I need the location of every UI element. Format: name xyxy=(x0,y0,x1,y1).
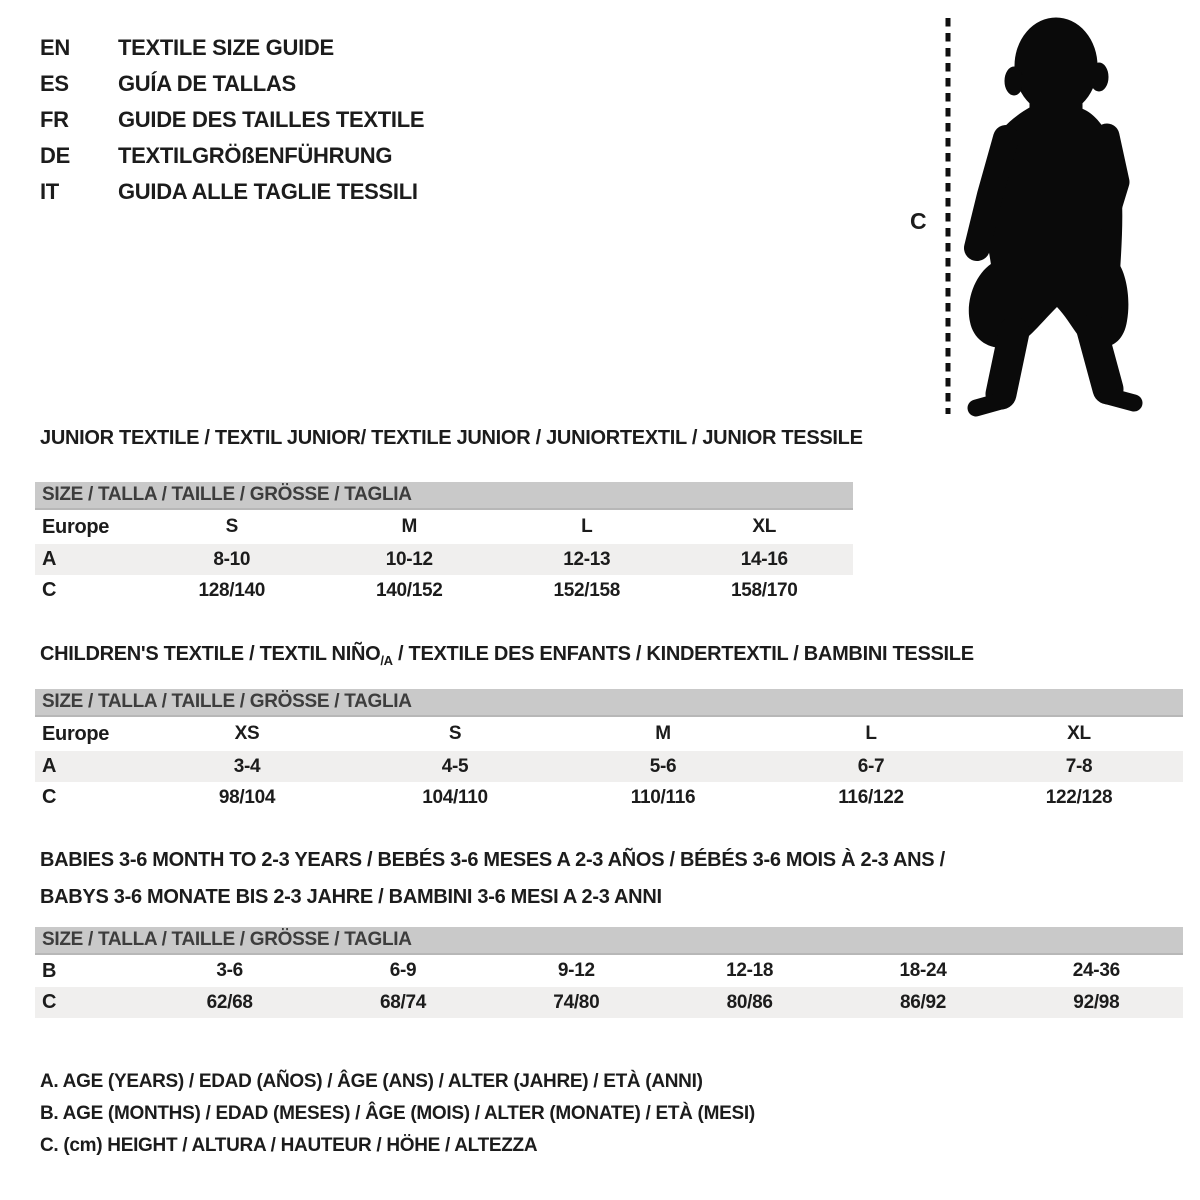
size-header-bar: SIZE / TALLA / TAILLE / GRÖSSE / TAGLIA xyxy=(35,927,1183,955)
size-cell: XL xyxy=(752,516,777,537)
height-figure xyxy=(880,10,1180,422)
size-header-bar: SIZE / TALLA / TAILLE / GRÖSSE / TAGLIA xyxy=(35,482,853,510)
guide-title-en: TEXTILE SIZE GUIDE xyxy=(118,35,334,60)
lang-row-fr xyxy=(40,102,424,138)
lang-row-de xyxy=(40,138,424,174)
size-cell: S xyxy=(448,723,462,744)
height-cell: 80/86 xyxy=(726,991,773,1013)
lang-row-es xyxy=(40,66,424,102)
size-cell: L xyxy=(865,723,877,744)
legend xyxy=(40,1066,755,1162)
height-cell: 68/74 xyxy=(379,991,427,1013)
months-cell: 12-18 xyxy=(726,960,774,981)
table-row-europe xyxy=(35,510,853,544)
babies-title-line2: BABYS 3-6 MONATE BIS 2-3 JAHRE / BAMBINI 3-6 MESI A 2-3 ANNI xyxy=(40,886,662,908)
guide-title-de: TEXTILGRÖßENFÜHRUNG xyxy=(118,143,393,168)
height-cell: 98/104 xyxy=(218,786,276,808)
months-cell: 24-36 xyxy=(1072,960,1120,981)
height-cell: 62/68 xyxy=(206,991,253,1013)
junior-size-table xyxy=(35,482,853,606)
children-title-main: CHILDREN'S TEXTILE / TEXTIL NIÑO xyxy=(40,643,381,665)
height-cell: 86/92 xyxy=(899,991,947,1013)
size-cell: XS xyxy=(234,723,260,744)
babies-title-line1: BABIES 3-6 MONTH TO 2-3 YEARS / BEBÉS 3-6 MESES A 2-3 AÑOS / BÉBÉS 3-6 MOIS À 2-3 ANS / xyxy=(40,849,945,871)
height-cell: 110/116 xyxy=(630,786,696,808)
row-label: B xyxy=(42,959,57,982)
lang-code: FR xyxy=(40,107,69,132)
months-cell: 9-12 xyxy=(557,960,595,981)
size-header-bar: SIZE / TALLA / TAILLE / GRÖSSE / TAGLIA xyxy=(35,689,1183,717)
height-cell: 104/110 xyxy=(422,786,488,808)
height-cell: 92/98 xyxy=(1073,991,1120,1013)
language-title-list xyxy=(40,30,424,210)
lang-row-it xyxy=(40,174,424,210)
months-cell: 18-24 xyxy=(899,960,947,981)
height-cell: 140/152 xyxy=(375,579,443,601)
lang-code: IT xyxy=(40,179,59,204)
age-cell: 14-16 xyxy=(740,548,788,570)
age-cell: 5-6 xyxy=(649,755,677,777)
lang-code: ES xyxy=(40,71,69,96)
size-cell: M xyxy=(401,516,418,537)
height-cell: 122/128 xyxy=(1045,786,1113,808)
row-label: C xyxy=(42,786,57,808)
guide-title-it: GUIDA ALLE TAGLIE TESSILI xyxy=(118,179,418,204)
table-row-age xyxy=(35,751,1183,782)
lang-code: EN xyxy=(40,35,70,60)
age-cell: 8-10 xyxy=(213,548,251,570)
lang-code: DE xyxy=(40,143,70,168)
table-row-months xyxy=(35,955,1183,987)
row-label: Europe xyxy=(42,515,110,538)
height-cell: 116/122 xyxy=(838,786,904,808)
row-label: C xyxy=(42,991,57,1013)
babies-size-table xyxy=(35,927,1183,1018)
size-cell: M xyxy=(655,723,671,744)
toddler-silhouette xyxy=(969,18,1134,408)
size-cell: XL xyxy=(1067,723,1091,744)
legend-line-b: B. AGE (MONTHS) / EDAD (MESES) / ÂGE (MOIS) / ALTER (MONATE) / ETÀ (MESI) xyxy=(40,1103,755,1124)
lang-row-en xyxy=(40,30,424,66)
table-row-age xyxy=(35,544,853,575)
row-label: Europe xyxy=(42,722,110,745)
height-cell: 128/140 xyxy=(198,579,266,601)
age-cell: 3-4 xyxy=(233,755,261,777)
children-section-title xyxy=(40,643,974,668)
row-label: A xyxy=(42,548,57,570)
age-cell: 12-13 xyxy=(563,548,611,570)
legend-line-c: C. (cm) HEIGHT / ALTURA / HAUTEUR / HÖHE / ALTEZZA xyxy=(40,1135,538,1156)
table-row-height xyxy=(35,782,1183,813)
age-cell: 7-8 xyxy=(1065,755,1093,777)
table-row-height xyxy=(35,987,1183,1018)
guide-title-es: GUÍA DE TALLAS xyxy=(118,71,296,96)
table-row-europe xyxy=(35,717,1183,751)
row-label: A xyxy=(42,755,57,777)
table-row-height xyxy=(35,575,853,606)
height-cell: 158/170 xyxy=(730,579,798,601)
legend-line-a: A. AGE (YEARS) / EDAD (AÑOS) / ÂGE (ANS) / ALTER (JAHRE) / ETÀ (ANNI) xyxy=(40,1071,703,1092)
junior-section-title: JUNIOR TEXTILE / TEXTIL JUNIOR/ TEXTILE JUNIOR / JUNIORTEXTIL / JUNIOR TESSILE xyxy=(40,427,863,449)
age-cell: 10-12 xyxy=(385,548,433,570)
size-cell: L xyxy=(581,516,593,537)
children-size-table xyxy=(35,689,1183,813)
age-cell: 4-5 xyxy=(441,755,469,777)
months-cell: 3-6 xyxy=(216,960,243,981)
size-cell: S xyxy=(225,516,238,537)
row-label: C xyxy=(42,579,57,601)
months-cell: 6-9 xyxy=(389,960,417,981)
guide-title-fr: GUIDE DES TAILLES TEXTILE xyxy=(118,107,425,132)
height-cell: 152/158 xyxy=(553,579,621,601)
height-cell: 74/80 xyxy=(553,991,600,1013)
children-title-sub: /A xyxy=(380,653,393,668)
babies-section-title xyxy=(40,842,945,916)
children-title-rest: / TEXTILE DES ENFANTS / KINDERTEXTIL / BAMBINI TESSILE xyxy=(392,643,974,665)
age-cell: 6-7 xyxy=(857,755,885,777)
measure-c-label: C xyxy=(910,208,927,234)
